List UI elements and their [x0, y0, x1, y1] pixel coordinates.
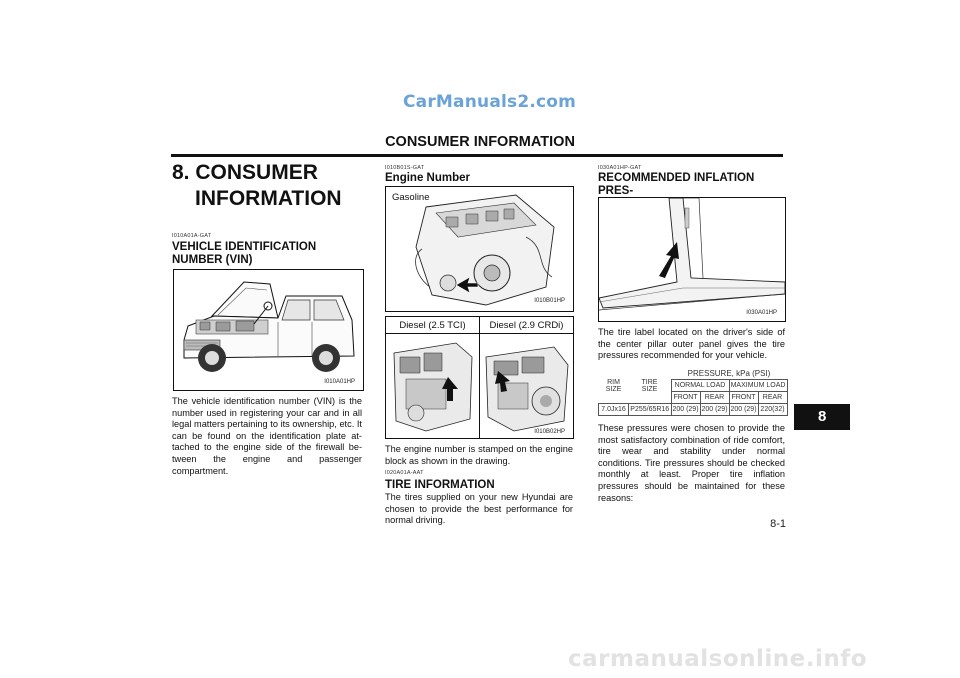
header-rule — [171, 154, 783, 157]
tire-info-code: I020A01A-AAT — [385, 470, 424, 476]
gasoline-engine-figure — [385, 186, 574, 312]
engine-figure2-code: I010B02HP — [534, 429, 565, 435]
center-pillar-illustration — [599, 198, 785, 321]
inflation-section-code: I030A01HP-GAT — [598, 165, 642, 171]
diesel-label-rule — [386, 333, 573, 334]
center-pillar-figure — [598, 197, 786, 322]
max-front-header: FRONT — [729, 392, 758, 404]
chapter-tab: 8 — [794, 404, 850, 430]
watermark-carmanualsonline: carmanualsonline.info — [568, 646, 868, 672]
engine-figure1-code: I010B01HP — [534, 298, 565, 304]
tire-size-cell: P255/65R16 — [629, 404, 672, 416]
page-header-title: CONSUMER INFORMATION — [385, 134, 575, 150]
max-front-cell: 200 (29) — [729, 404, 758, 416]
vin-figure — [173, 269, 364, 391]
rim-size-cell: 7.0Jx16 — [599, 404, 629, 416]
vin-figure-code: I010A01HP — [324, 379, 355, 385]
gasoline-engine-illustration — [386, 187, 573, 311]
inflation-body2-text: These pressures were chosen to provide the most satisfactory combination of ride comfort, tire wear and stability under normal conditions. Tire pressures should be checked monthly at least. Proper tire inflation pressures should be maintained for these reasons: — [598, 423, 785, 503]
vin-heading-line1: VEHICLE IDENTIFICATION — [172, 241, 317, 253]
rim-size-header: RIM SIZE — [605, 378, 622, 393]
normal-front-cell: 200 (29) — [671, 404, 700, 416]
chapter-title-line2: INFORMATION — [195, 187, 342, 210]
engine-section-code: I010B01S-GAT — [385, 165, 425, 171]
chapter-title — [172, 160, 342, 212]
table-row — [599, 404, 788, 416]
normal-rear-header: REAR — [700, 392, 729, 404]
normal-front-header: FRONT — [671, 392, 700, 404]
engine-heading: Engine Number — [385, 172, 470, 184]
page-number: 8-1 — [770, 518, 786, 530]
normal-load-header: NORMAL LOAD — [671, 380, 729, 392]
vin-section-code: I010A01A-GAT — [172, 233, 212, 239]
chapter-title-line1: CONSUMER — [195, 161, 318, 184]
vin-body-text: The vehicle identification number (VIN) is the number used in registering your car and in all legal matters pertaining to its ownership, etc. It can be found on the identification plate at-tached to the engine side of the firewall be-tween the engine and passenger compartment. — [172, 396, 362, 476]
tire-info-heading: TIRE INFORMATION — [385, 479, 495, 491]
max-rear-header: REAR — [758, 392, 787, 404]
pressure-header: PRESSURE, kPa (PSI) — [671, 368, 787, 380]
tire-pressure-table — [598, 368, 788, 416]
diesel-25-label: Diesel (2.5 TCI) — [399, 320, 466, 331]
engine-body-text: The engine number is stamped on the engine block as shown in the drawing. — [385, 444, 573, 466]
gasoline-label: Gasoline — [392, 192, 430, 203]
maximum-load-header: MAXIMUM LOAD — [729, 380, 787, 392]
inflation-body1-text: The tire label located on the driver's side of the center pillar outer panel gives the tire pressures recommended for your vehicle. — [598, 327, 785, 361]
inflation-heading-line1: RECOMMENDED INFLATION PRES- — [598, 172, 755, 197]
diesel-divider — [479, 317, 480, 438]
tire-info-body-text: The tires supplied on your new Hyundai are chosen to provide the best performance for normal driving. — [385, 492, 573, 526]
diesel-engines-figure — [385, 316, 574, 439]
vin-heading — [172, 241, 352, 266]
diesel-29-label: Diesel (2.9 CRDi) — [489, 320, 564, 331]
normal-rear-cell: 200 (29) — [700, 404, 729, 416]
watermark-carmanuals2: CarManuals2.com — [403, 92, 577, 112]
inflation-figure-code: I030A01HP — [746, 310, 777, 316]
tire-size-header: TIRE SIZE — [641, 378, 658, 393]
chapter-number: 8. — [172, 161, 190, 184]
vin-heading-line2: NUMBER (VIN) — [172, 253, 253, 266]
max-rear-cell: 220(32) — [758, 404, 787, 416]
suv-illustration — [174, 270, 363, 390]
